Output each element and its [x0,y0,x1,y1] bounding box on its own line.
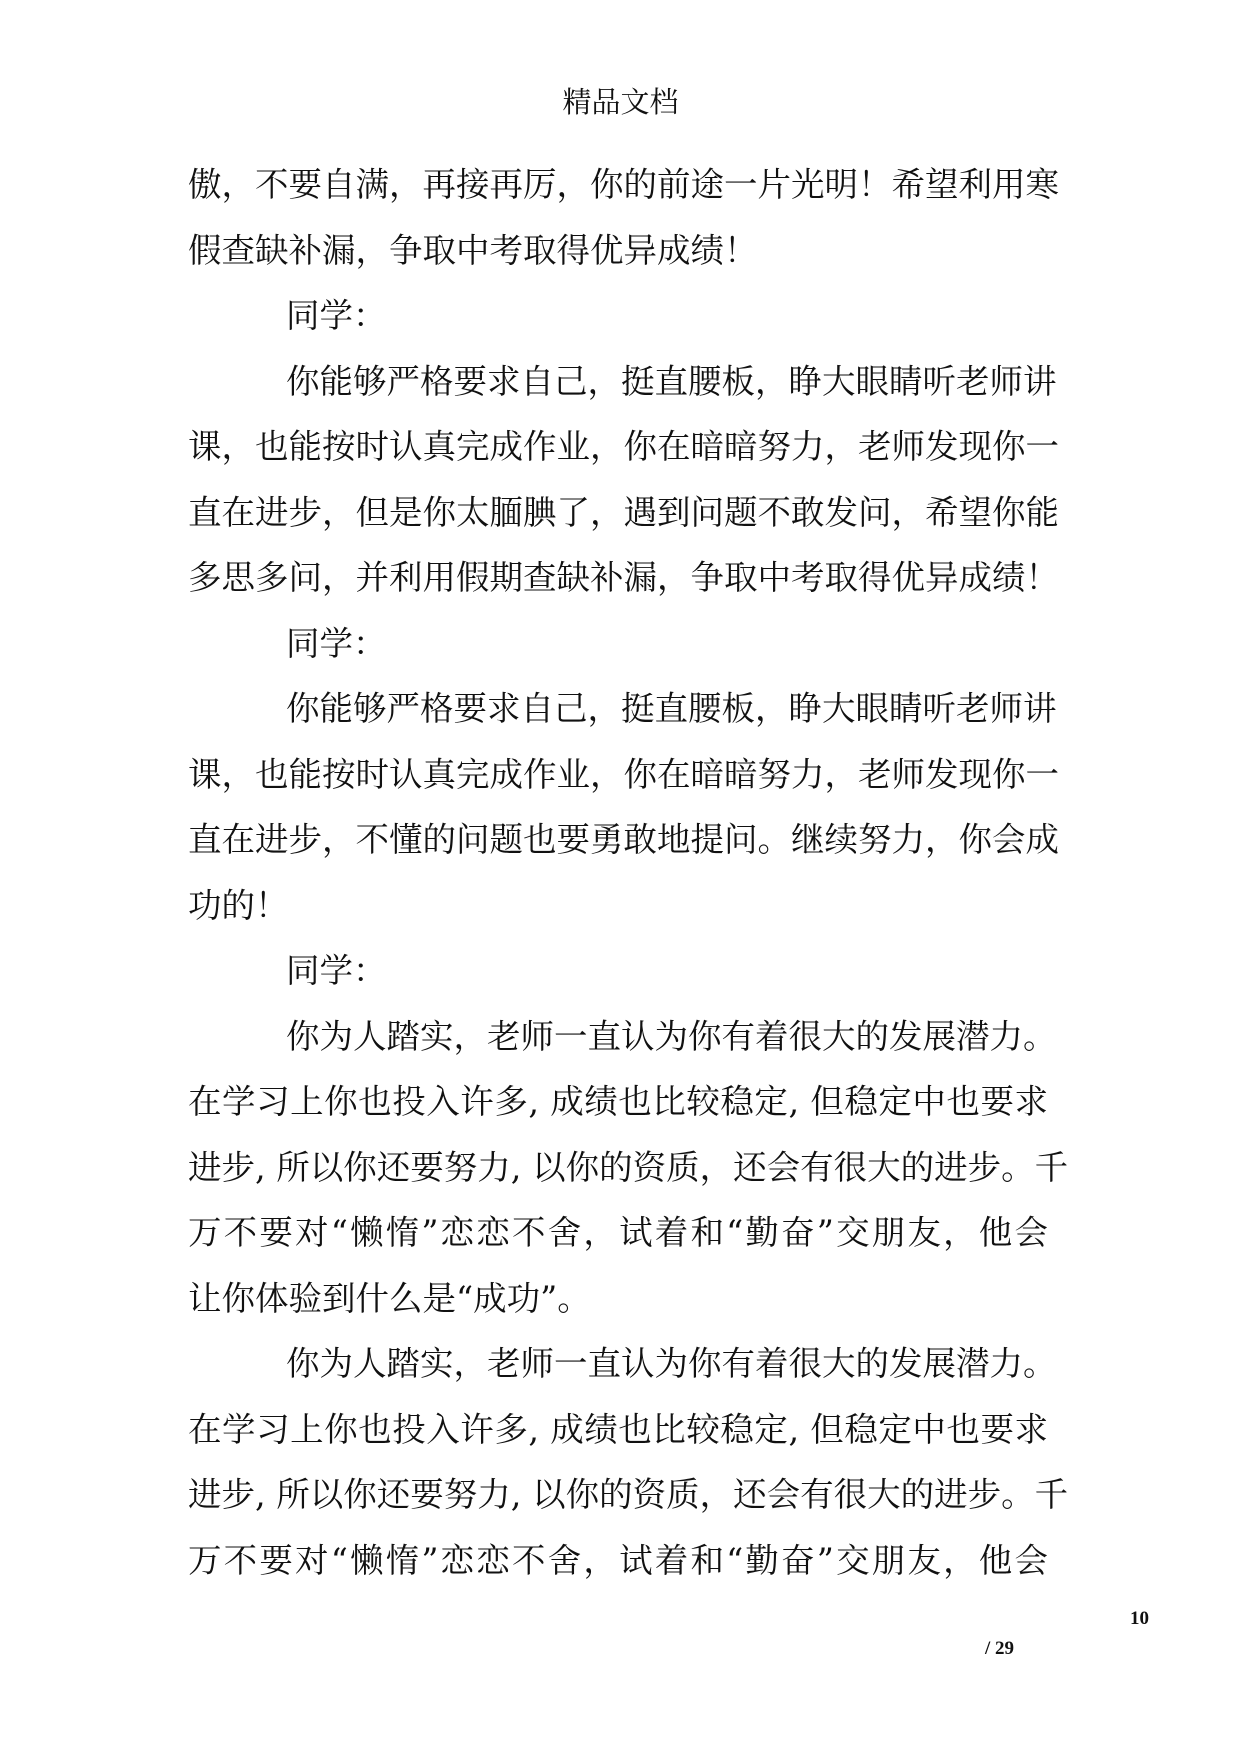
salutation: 同学： [286,951,387,990]
body-line: 进步, 所以你还要努力, 以你的资质，还会有很大的进步。千 [188,1475,1069,1514]
body-line: 课，也能按时认真完成作业，你在暗暗努力，老师发现你一 [188,754,1059,794]
body-line: 傲，不要自满，再接再厉，你的前途一片光明！希望利用寒 [188,165,1059,204]
body-line: 课，也能按时认真完成作业，你在暗暗努力，老师发现你一 [188,427,1059,466]
page-total: / 29 [985,1638,1015,1659]
document-body [188,152,1069,1593]
body-line: 万不要对“懒惰”恋恋不舍，试着和“勤奋”交朋友，他会 [188,1540,1048,1580]
body-line: 你能够严格要求自己，挺直腰板，睁大眼睛听老师讲 [286,361,1057,401]
body-line: 进步, 所以你还要努力, 以你的资质，还会有很大的进步。千 [188,1147,1069,1187]
body-line: 在学习上你也投入许多, 成绩也比较稳定, 但稳定中也要求 [188,1082,1048,1121]
body-line: 假查缺补漏，争取中考取得优异成绩！ [188,230,758,270]
body-line: 你能够严格要求自己，挺直腰板，睁大眼睛听老师讲 [286,689,1057,728]
body-line: 多思多问，并利用假期查缺补漏，争取中考取得优异成绩！ [188,558,1059,597]
body-line: 让你体验到什么是“成功”。 [188,1278,591,1318]
page-number: 10 [1130,1608,1149,1629]
salutation: 同学： [286,296,387,335]
body-line: 你为人踏实，老师一直认为你有着很大的发展潜力。 [286,1344,1057,1383]
page-header-title: 精品文档 [562,85,679,119]
salutation: 同学： [286,623,387,663]
body-line: 万不要对“懒惰”恋恋不舍，试着和“勤奋”交朋友，他会 [188,1213,1048,1252]
body-line: 直在进步，但是你太腼腆了，遇到问题不敢发问，希望你能 [188,492,1059,532]
body-line: 直在进步，不懂的问题也要勇敢地提问。继续努力，你会成 [188,820,1059,859]
body-line: 功的！ [188,885,289,925]
body-line: 在学习上你也投入许多, 成绩也比较稳定, 但稳定中也要求 [188,1409,1048,1449]
body-line: 你为人踏实，老师一直认为你有着很大的发展潜力。 [286,1016,1057,1056]
